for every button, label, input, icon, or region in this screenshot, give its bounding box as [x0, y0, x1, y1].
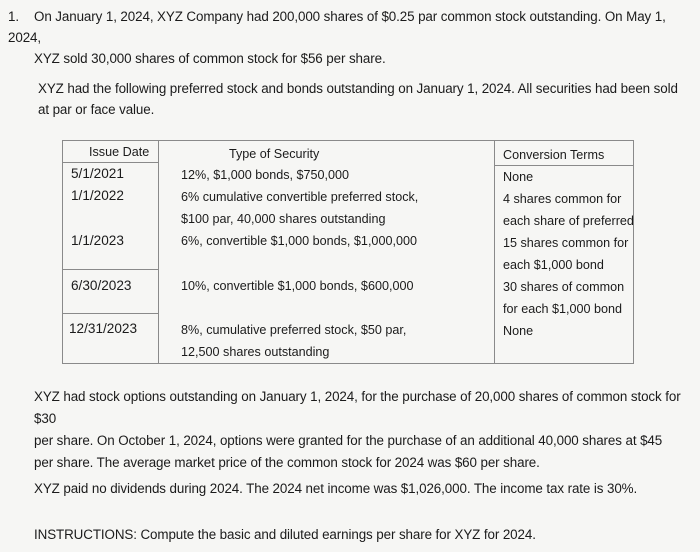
- row-1-conversion: None: [503, 170, 534, 184]
- dividends-paragraph: XYZ paid no dividends during 2024. The 2024 net income was $1,026,000. The income tax rate is 30%.: [34, 481, 638, 496]
- securities-intro-line-2: at par or face value.: [38, 102, 155, 117]
- header-type-of-security: Type of Security: [229, 147, 320, 161]
- row-2-type-line-1: 6% cumulative convertible preferred stock,: [181, 190, 419, 204]
- securities-intro: [38, 78, 688, 120]
- row-3-date: 1/1/2023: [71, 233, 124, 248]
- header-conversion-terms: Conversion Terms: [503, 148, 605, 162]
- row-divider: [63, 313, 158, 314]
- row-5-type-line-1: 8%, cumulative preferred stock, $50 par,: [181, 323, 407, 337]
- row-4-date: 6/30/2023: [71, 278, 132, 293]
- row-5-type-line-2: 12,500 shares outstanding: [181, 345, 330, 359]
- row-2-date: 1/1/2022: [71, 188, 124, 203]
- securities-table: [62, 140, 634, 364]
- options-line-1: XYZ had stock options outstanding on January 1, 2024, for the purchase of 20,000 shares of common stock for $30: [34, 389, 681, 426]
- row-4-type: 10%, convertible $1,000 bonds, $600,000: [181, 279, 414, 293]
- row-2-conversion-line-2: each share of preferred: [503, 214, 634, 228]
- row-2-conversion-line-1: 4 shares common for: [503, 192, 622, 206]
- row-divider: [63, 269, 158, 270]
- row-1-type: 12%, $1,000 bonds, $750,000: [181, 168, 350, 182]
- row-2-type-line-2: $100 par, 40,000 shares outstanding: [181, 212, 386, 226]
- instructions: INSTRUCTIONS: Compute the basic and diluted earnings per share for XYZ for 2024.: [34, 527, 536, 542]
- column-divider: [158, 141, 159, 363]
- row-5-date: 12/31/2023: [69, 321, 138, 336]
- row-5-conversion: None: [503, 324, 534, 338]
- row-3-type: 6%, convertible $1,000 bonds, $1,000,000: [181, 234, 417, 248]
- options-line-3: per share. The average market price of the common stock for 2024 was $60 per share.: [34, 455, 540, 470]
- problem-number: 1.: [8, 9, 19, 24]
- row-3-conversion-line-2: each $1,000 bond: [503, 258, 604, 272]
- column-divider: [494, 141, 495, 363]
- options-line-2: per share. On October 1, 2024, options were granted for the purchase of an additional 40,000 shares at $45: [34, 433, 663, 448]
- row-3-conversion-line-1: 15 shares common for: [503, 236, 629, 250]
- problem-line-1: On January 1, 2024, XYZ Company had 200,000 shares of $0.25 par common stock outstanding. On May 1, 2024,: [8, 9, 666, 45]
- securities-intro-line-1: XYZ had the following preferred stock and bonds outstanding on January 1, 2024. All securities had been sold: [38, 81, 678, 96]
- stock-options-paragraph: [34, 386, 684, 474]
- header-issue-date: Issue Date: [89, 145, 150, 159]
- problem-statement: [8, 6, 688, 69]
- row-4-conversion-line-2: for each $1,000 bond: [503, 302, 623, 316]
- problem-line-2: XYZ sold 30,000 shares of common stock for $56 per share.: [34, 51, 386, 66]
- row-1-date: 5/1/2021: [71, 166, 124, 181]
- row-4-conversion-line-1: 30 shares of common: [503, 280, 625, 294]
